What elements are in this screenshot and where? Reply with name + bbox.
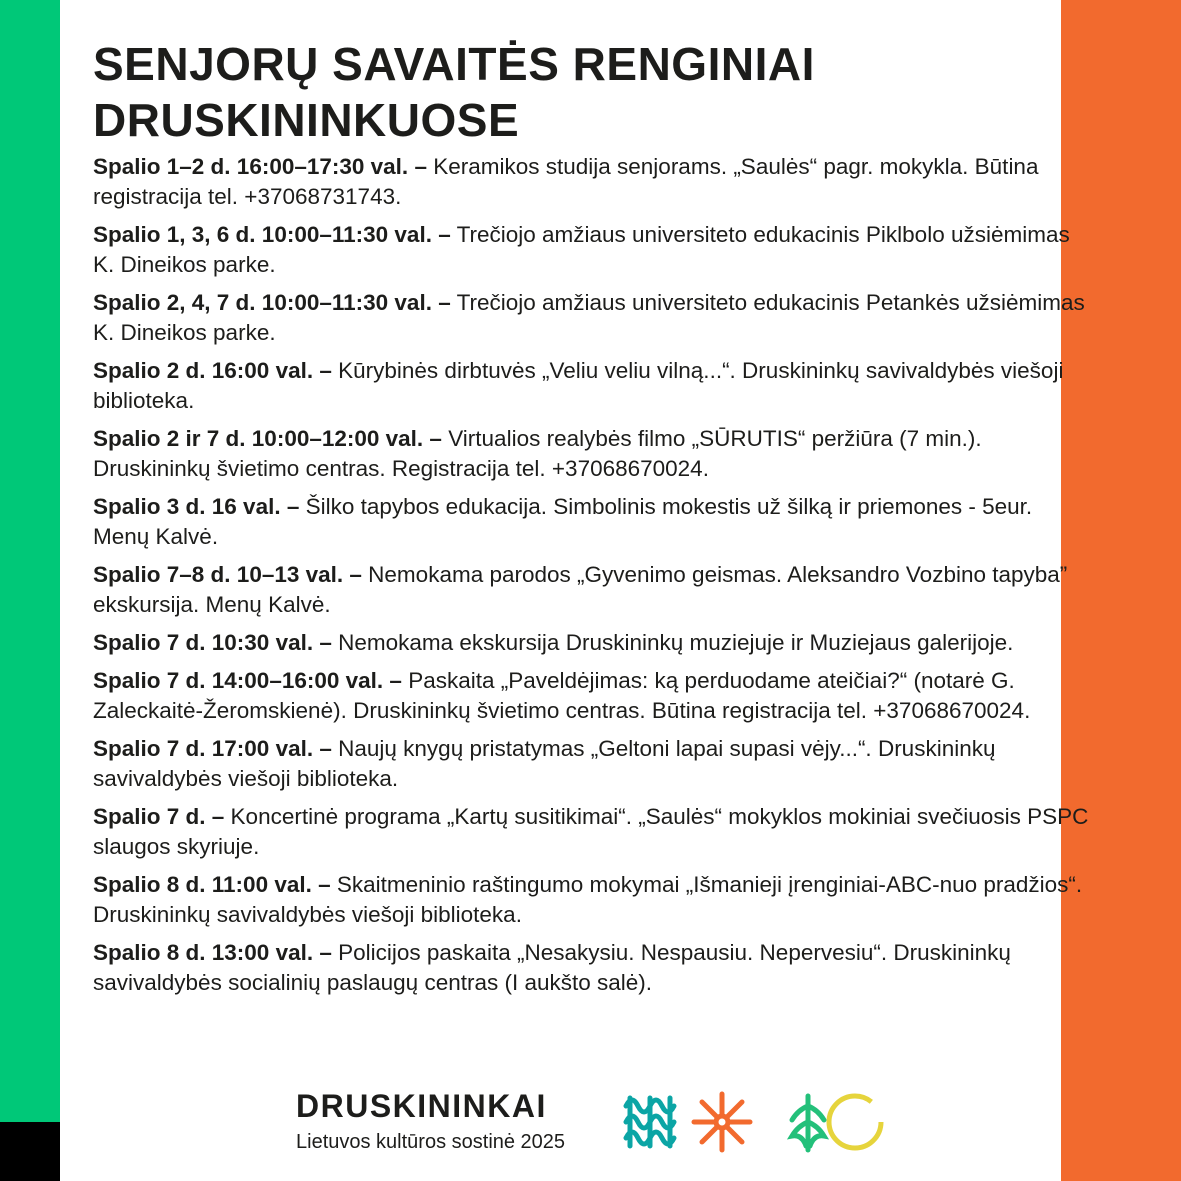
event-item [93, 288, 1093, 348]
event-item [93, 802, 1093, 862]
event-item [93, 220, 1093, 280]
event-description: Skaitmeninio raštingumo mokymai „Išmanieji įrenginiai-ABC-nuo pradžios“. Druskininkų savivaldybės viešoji biblioteka. [93, 872, 1083, 927]
bottom-left-black-block [0, 1122, 60, 1181]
event-description: Nemokama ekskursija Druskininkų muziejuje ir Muziejaus galerijoje. [331, 630, 1014, 655]
event-description: Naujų knygų pristatymas „Geltoni lapai supasi vėjy...“. Druskininkų savivaldybės viešoji biblioteka. [93, 736, 996, 791]
event-item [93, 628, 1093, 658]
event-description: Šilko tapybos edukacija. Simbolinis mokestis už šilką ir priemones - 5eur. Menų Kalvė. [93, 494, 1033, 549]
event-date: Spalio 3 d. 16 val. – [93, 494, 300, 519]
event-date: Spalio 2 ir 7 d. 10:00–12:00 val. – [93, 426, 442, 451]
event-date: Spalio 8 d. 11:00 val. – [93, 872, 331, 897]
event-date: Spalio 7 d. – [93, 804, 225, 829]
event-item [93, 424, 1093, 484]
event-description: Kūrybinės dirbtuvės „Veliu veliu vilną...“. Druskininkų savivaldybės viešoji biblioteka. [93, 358, 1064, 413]
event-date: Spalio 7 d. 14:00–16:00 val. – [93, 668, 402, 693]
event-date: Spalio 7 d. 17:00 val. – [93, 736, 332, 761]
event-description: Koncertinė programa „Kartų susitikimai“. „Saulės“ mokyklos mokiniai svečiuosis PSPC slaugos skyriuje. [93, 804, 1089, 859]
main-content [93, 36, 1093, 1006]
event-date: Spalio 7–8 d. 10–13 val. – [93, 562, 362, 587]
event-description: Keramikos studija senjorams. „Saulės“ pagr. mokykla. Būtina registracija tel. +37068731743. [93, 154, 1039, 209]
circle-icon [829, 1096, 881, 1148]
brand-tagline: Lietuvos kultūros sostinė 2025 [296, 1131, 566, 1153]
event-item [93, 870, 1093, 930]
event-date: Spalio 2 d. 16:00 val. – [93, 358, 332, 383]
event-date: Spalio 2, 4, 7 d. 10:00–11:30 val. – [93, 290, 451, 315]
event-list [93, 152, 1093, 998]
tree-icon [792, 1096, 824, 1150]
brand-name: DRUSKININKAI [296, 1088, 547, 1124]
event-description: Trečiojo amžiaus universiteto edukacinis Piklbolo užsiėmimas K. Dineikos parke. [93, 222, 1070, 277]
event-item [93, 492, 1093, 552]
wave-icon [626, 1098, 674, 1146]
event-description: Virtualios realybės filmo „SŪRUTIS“ peržiūra (7 min.). Druskininkų švietimo centras. Registracija tel. +37068670024. [93, 426, 982, 481]
event-item [93, 666, 1093, 726]
culture-capital-symbols [622, 1090, 887, 1154]
event-date: Spalio 1, 3, 6 d. 10:00–11:30 val. – [93, 222, 451, 247]
event-description: Paskaita „Paveldėjimas: ką perduodame ateičiai?“ (notarė G. Zaleckaitė-Žeromskienė). Druskininkų švietimo centras. Būtina registracija tel. +37068670024. [93, 668, 1031, 723]
left-green-bar [0, 0, 60, 1122]
event-date: Spalio 1–2 d. 16:00–17:30 val. – [93, 154, 427, 179]
event-item [93, 938, 1093, 998]
event-item [93, 560, 1093, 620]
event-date: Spalio 7 d. 10:30 val. – [93, 630, 332, 655]
event-item [93, 152, 1093, 212]
event-item [93, 356, 1093, 416]
event-description: Policijos paskaita „Nesakysiu. Nespausiu. Nepervesiu“. Druskininkų savivaldybės socialinių paslaugų centras (I aukšto salė). [93, 940, 1011, 995]
sun-burst-icon [694, 1094, 750, 1150]
event-item [93, 734, 1093, 794]
event-date: Spalio 8 d. 13:00 val. – [93, 940, 332, 965]
event-description: Trečiojo amžiaus universiteto edukacinis Petankės užsiėmimas K. Dineikos parke. [93, 290, 1085, 345]
page-title: SENJORŲ SAVAITĖS RENGINIAI DRUSKININKUOSE [93, 38, 815, 146]
event-description: Nemokama parodos „Gyvenimo geismas. Aleksandro Vozbino tapyba” ekskursija. Menų Kalvė. [93, 562, 1068, 617]
druskininkai-logo [296, 1088, 565, 1154]
